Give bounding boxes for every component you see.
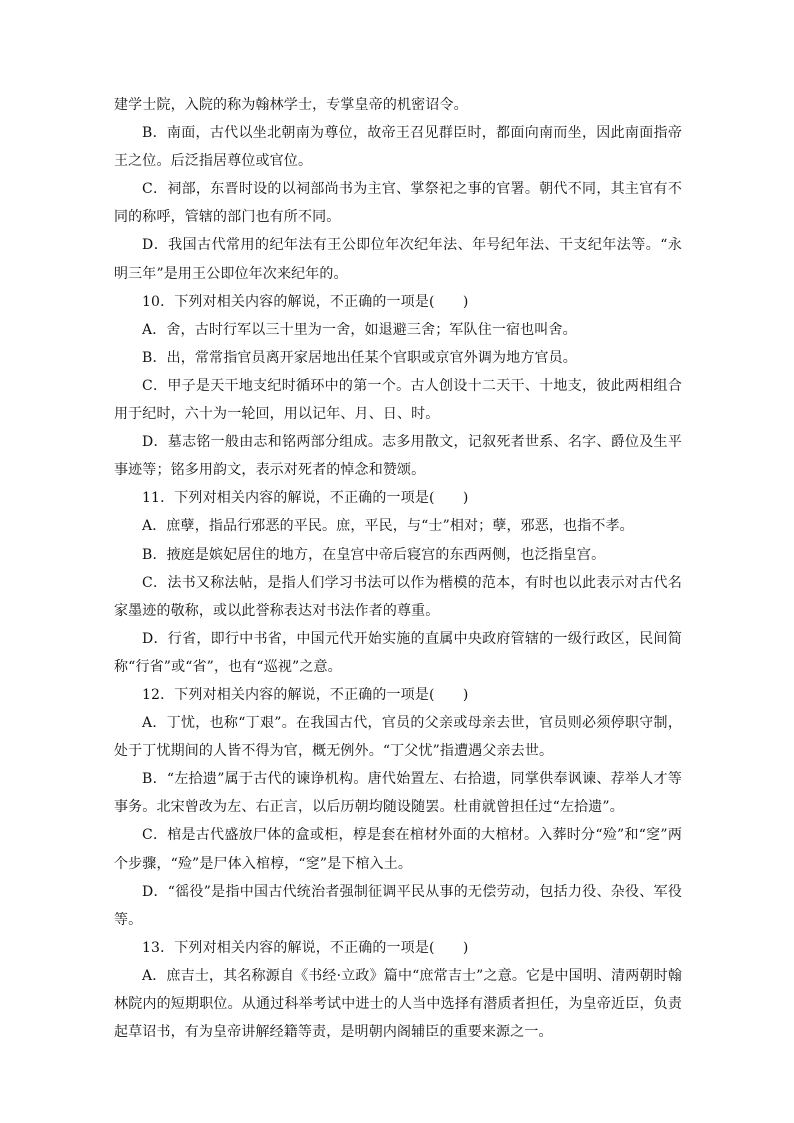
option-10b: B．出，常常指官员离开家居地出任某个官职或京官外调为地方官员。 — [142, 349, 577, 366]
option-11b: B．掖庭是嫔妃居住的地方，在皇宫中帝后寝宫的东西两侧，也泛指皇宫。 — [142, 546, 606, 563]
option-12b: B．“左拾遗”属于古代的谏诤机构。唐代始置左、右拾遗，同掌供奉讽谏、荐举人才等事务。北宋曾改为左、右正言，以后历朝均随设随罢。杜甫就曾担任过“左拾遗”。 — [114, 771, 682, 816]
question-12: 12．下列对相关内容的解说，不正确的一项是( ) — [142, 686, 469, 703]
option-12a: A．丁忧，也称“丁艰”。在我国古代，官员的父亲或母亲去世，官员则必须停职守制，处于丁忧期间的人皆不得为官，概无例外。“丁父忧”指遭遇父亲去世。 — [114, 715, 682, 760]
document-body — [114, 91, 682, 1046]
option-10c: C．甲子是天干地支纪时循环中的第一个。古人创设十二天干、十地支，彼此两相组合用于纪时，六十为一轮回，用以记年、月、日、时。 — [114, 377, 682, 423]
question-11: 11．下列对相关内容的解说，不正确的一项是( ) — [142, 490, 469, 507]
option-10a: A．舍，古时行军以三十里为一舍，如退避三舍；军队住一宿也叫舍。 — [142, 321, 577, 338]
option-12d: D．“徭役”是指中国古代统治者强制征调平民从事的无偿劳动，包括力役、杂役、军役等。 — [114, 883, 682, 928]
question-13: 13．下列对相关内容的解说，不正确的一项是( ) — [142, 939, 469, 956]
option-9b: B．南面，古代以坐北朝南为尊位，故帝王召见群臣时，都面向南而坐，因此南面指帝王之位。后泛指居尊位或官位。 — [114, 125, 682, 170]
option-11a: A．庶孽，指品行邪恶的平民。庶，平民，与“士”相对；孽，邪恶，也指不孝。 — [142, 518, 634, 535]
option-10d: D．墓志铭一般由志和铭两部分组成。志多用散文，记叙死者世系、名字、爵位及生平事迹等；铭多用韵文，表示对死者的悼念和赞颂。 — [114, 434, 682, 479]
question-10: 10．下列对相关内容的解说，不正确的一项是( ) — [142, 293, 469, 310]
option-12c: C．棺是古代盛放尸体的盒或柜，椁是套在棺材外面的大棺材。入葬时分“殓”和“窆”两个步骤，“殓”是尸体入棺椁，“窆”是下棺入土。 — [114, 827, 682, 872]
option-9d: D．我国古代常用的纪年法有王公即位年次纪年法、年号纪年法、干支纪年法等。“永明三年”是用王公即位年次来纪年的。 — [114, 237, 682, 282]
option-11d: D．行省，即行中书省，中国元代开始实施的直属中央政府管辖的一级行政区，民间简称“行省”或“省”，也有“巡视”之意。 — [114, 630, 682, 675]
option-11c: C．法书又称法帖，是指人们学习书法可以作为楷模的范本，有时也以此表示对古代名家墨迹的敬称，或以此誉称表达对书法作者的尊重。 — [114, 574, 682, 619]
option-13a: A．庶吉士，其名称源自《书经·立政》篇中“庶常吉士”之意。它是中国明、清两朝时翰林院内的短期职位。从通过科举考试中进士的人当中选择有潜质者担任，为皇帝近臣，负责起草诏书，有为皇帝讲解经籍等责，是明朝内阁辅臣的重要来源之一。 — [114, 967, 682, 1041]
paragraph-continuation: 建学士院，入院的称为翰林学士，专掌皇帝的机密诏令。 — [114, 97, 468, 113]
option-9c: C．祠部，东晋时设的以祠部尚书为主官、掌祭祀之事的官署。朝代不同，其主官有不同的称呼，管辖的部门也有所不同。 — [114, 181, 682, 226]
